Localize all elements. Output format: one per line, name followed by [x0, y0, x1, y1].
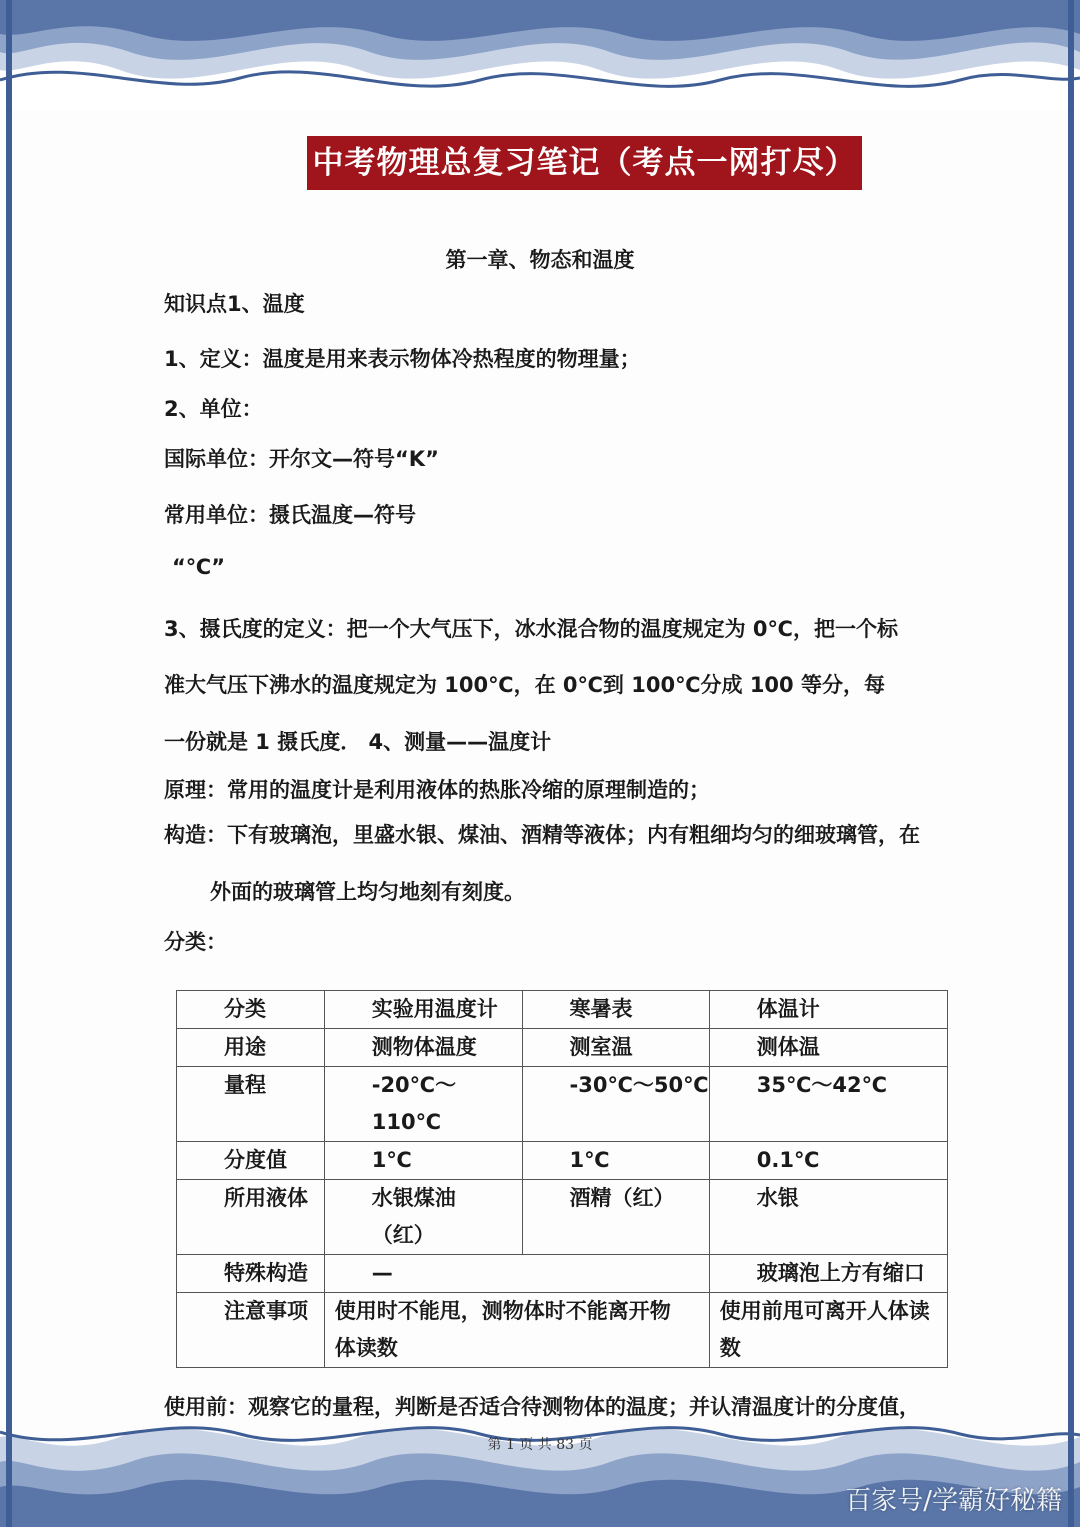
table-cell: 测物体温度: [324, 1029, 522, 1067]
table-cell: -20℃～110℃: [324, 1067, 522, 1142]
left-border: [6, 0, 12, 1527]
table-cell: 酒精（红）: [522, 1180, 709, 1255]
unit-line: 2、单位：: [164, 397, 263, 421]
celsius-definition-line-1: 3、摄氏度的定义：把一个大气压下，冰水混合物的温度规定为 0℃，把一个标: [164, 617, 898, 641]
table-cell: [324, 1180, 522, 1255]
table-row: [177, 991, 948, 1029]
table-cell: —: [324, 1255, 709, 1293]
table-row: [177, 1255, 948, 1293]
table-row: [177, 1293, 948, 1368]
top-wave-decoration: [0, 0, 1080, 110]
table-cell: 0.1℃: [709, 1142, 947, 1180]
right-border: [1068, 0, 1074, 1527]
watermark: 百家号/学霸好秘籍: [845, 1486, 1062, 1516]
structure-line-2: 外面的玻璃管上均匀地刻有刻度。: [210, 880, 525, 904]
table-row: [177, 1067, 948, 1142]
cell-text: 使用时不能甩，测物体时不能离开物: [334, 1299, 671, 1323]
table-cell: 体温计: [709, 991, 947, 1029]
principle-line: 原理：常用的温度计是利用液体的热胀冷缩的原理制造的；: [164, 778, 710, 802]
table-cell: 注意事项: [177, 1293, 325, 1368]
celsius-definition-line-3: 一份就是 1 摄氏度． 4、测量——温度计: [164, 730, 552, 754]
table-cell: 实验用温度计: [324, 991, 522, 1029]
table-cell: [324, 1293, 709, 1368]
table-cell: 用途: [177, 1029, 325, 1067]
before-use-line: 使用前：观察它的量程，判断是否适合待测物体的温度；并认清温度计的分度值，: [164, 1395, 920, 1419]
knowledge-point-heading: 知识点1、温度: [164, 292, 305, 316]
celsius-symbol-line: “℃”: [172, 555, 226, 579]
table-cell: 35℃～42℃: [709, 1067, 947, 1142]
celsius-definition-line-2: 准大气压下沸水的温度规定为 100℃，在 0℃到 100℃分成 100 等分，每: [164, 673, 885, 697]
cell-text: （红）: [371, 1223, 435, 1247]
table-cell: 测体温: [709, 1029, 947, 1067]
table-cell: 寒暑表: [522, 991, 709, 1029]
document-title: 中考物理总复习笔记（考点一网打尽）: [307, 136, 862, 190]
table-cell: 特殊构造: [177, 1255, 325, 1293]
structure-line-1: 构造：下有玻璃泡，里盛水银、煤油、酒精等液体；内有粗细均匀的细玻璃管，在: [164, 823, 920, 847]
table-cell: 分度值: [177, 1142, 325, 1180]
table-cell: 使用前甩可离开人体读数: [709, 1293, 947, 1368]
cell-text: 体读数: [334, 1336, 398, 1360]
table-row: [177, 1142, 948, 1180]
chapter-heading: 第一章、物态和温度: [445, 248, 635, 272]
table-cell: 分类: [177, 991, 325, 1029]
page-number: 第 1 页 共 83 页: [487, 1437, 593, 1453]
table-cell: 玻璃泡上方有缩口: [709, 1255, 947, 1293]
classification-label: 分类：: [164, 930, 227, 954]
cell-text: 水银煤油: [371, 1186, 456, 1210]
international-unit-line: 国际单位：开尔文—符号“K”: [164, 447, 439, 471]
table-cell: 测室温: [522, 1029, 709, 1067]
table-row: [177, 1180, 948, 1255]
table-cell: 量程: [177, 1067, 325, 1142]
table-cell: -30℃～50℃: [522, 1067, 709, 1142]
table-cell: 1℃: [324, 1142, 522, 1180]
table-row: [177, 1029, 948, 1067]
definition-line: 1、定义：温度是用来表示物体冷热程度的物理量；: [164, 347, 641, 371]
table-cell: 1℃: [522, 1142, 709, 1180]
common-unit-line: 常用单位：摄氏温度—符号: [164, 503, 416, 527]
table-cell: 水银: [709, 1180, 947, 1255]
table-cell: 所用液体: [177, 1180, 325, 1255]
thermometer-classification-table: [176, 990, 948, 1368]
